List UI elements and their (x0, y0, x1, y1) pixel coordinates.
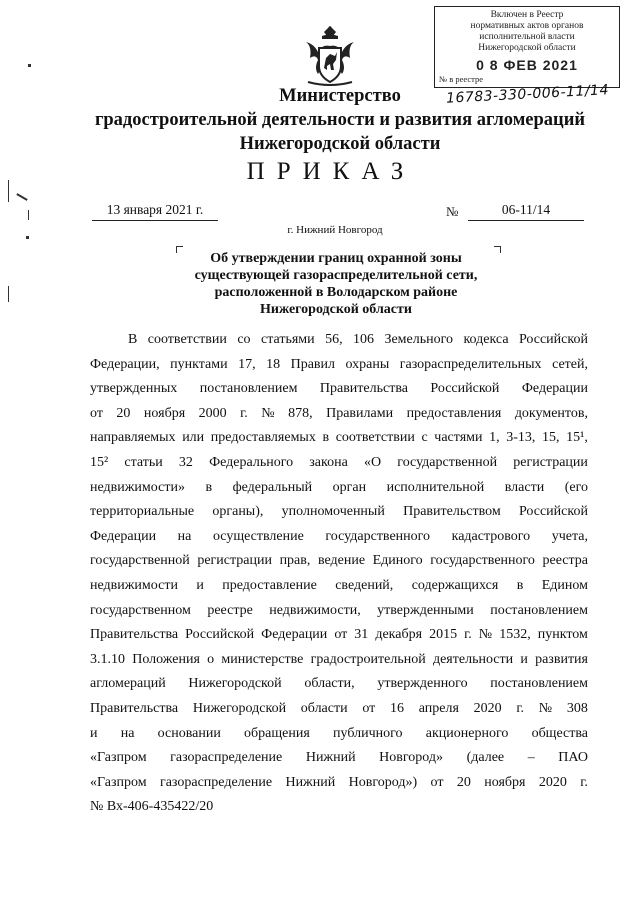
body-word: недвижимости, (269, 602, 361, 618)
body-word: 15¹, (566, 430, 588, 446)
body-word: реестре (207, 602, 253, 618)
body-word: 17, (238, 356, 256, 372)
body-word: кодекса (463, 332, 509, 347)
body-word: Правительства (319, 381, 408, 397)
scan-mark (16, 193, 27, 201)
body-word: органы), (212, 504, 264, 520)
ministry-name-line: градостроительной деятельности и развития агломераций (94, 110, 586, 130)
body-word: 3.1.10 (90, 651, 125, 667)
body-word: Российской (518, 332, 588, 347)
body-word: Федерации (261, 627, 328, 643)
body-word: г. (516, 700, 525, 716)
scan-mark (28, 64, 31, 67)
body-word: осуществление (212, 528, 304, 544)
body-word: ведение (317, 553, 366, 569)
body-word: содержащихся (411, 577, 499, 593)
body-word: министерстве (221, 651, 304, 667)
body-line (90, 599, 588, 624)
stamp-date: 0 8 ФЕВ 2021 (476, 57, 578, 73)
body-word: (далее (466, 750, 505, 766)
body-word: 2020 (473, 700, 502, 716)
body-word: 1532, (499, 627, 531, 643)
body-word: газораспределительных (399, 356, 542, 372)
body-word: территориальные (90, 504, 195, 520)
order-date: 13 января 2021 г. (92, 202, 218, 221)
handwritten-registry-number: 16783-330-006-11/14 (445, 82, 610, 107)
document-type-title: ПРИКАЗ (246, 158, 416, 185)
body-word: 31 (354, 627, 369, 643)
body-word: на (177, 528, 192, 544)
body-word: «Газпром (90, 750, 147, 766)
body-word: 20 (116, 405, 131, 421)
body-word: соответствии (147, 332, 227, 347)
body-word: 18 (266, 356, 281, 372)
body-word: 2015 (429, 627, 458, 643)
body-word: учета, (551, 528, 588, 544)
body-word: предоставления (406, 405, 502, 421)
body-word: документов, (514, 405, 588, 421)
body-line (90, 672, 588, 697)
body-word: Федерации (521, 381, 588, 397)
body-line (90, 574, 588, 599)
body-line (90, 451, 588, 476)
body-word: Российской (430, 381, 500, 397)
body-word: Правил (290, 356, 336, 372)
body-word: Новгород» (379, 750, 444, 766)
body-word: В (128, 332, 138, 347)
body-word: № Вх-406-435422/20 (90, 799, 214, 815)
subject-line: расположенной в Володарском районе (214, 285, 458, 300)
body-word: государственном (90, 602, 191, 618)
body-line (90, 402, 588, 427)
body-word: 2020 (538, 774, 567, 790)
place-of-issue: г. Нижний Новгород (287, 224, 383, 236)
scan-mark (26, 236, 29, 239)
body-word: 3-13, (506, 430, 536, 446)
body-word: прав, (279, 553, 311, 569)
body-word: на (120, 725, 135, 741)
body-word: сетей, (552, 356, 588, 372)
body-word: общества (531, 725, 588, 741)
body-word: Федерального (209, 454, 294, 470)
body-word: обращения (244, 725, 310, 741)
body-word: развития (535, 651, 588, 667)
order-subject (160, 250, 512, 318)
body-word: статьями (260, 332, 315, 347)
body-word: исполнительной (386, 479, 485, 495)
body-word: предоставление (222, 577, 317, 593)
body-line (90, 353, 588, 378)
body-word: ПАО (558, 750, 588, 766)
body-line (90, 377, 588, 402)
body-word: федеральный (232, 479, 313, 495)
registry-stamp (434, 6, 620, 88)
body-line (90, 549, 588, 574)
body-word: Положения (132, 651, 200, 667)
body-word: (его (564, 479, 588, 495)
body-word: предоставляемых (210, 430, 316, 446)
body-word: 20 (456, 774, 471, 790)
body-word: 878, (288, 405, 313, 421)
body-word: 2000 (198, 405, 227, 421)
body-word: акционерного (425, 725, 509, 741)
ministry-name (60, 84, 620, 156)
body-word: г. (580, 774, 588, 790)
body-word: власти (504, 479, 545, 495)
body-word: реестра (542, 553, 588, 569)
body-word: закона (309, 454, 348, 470)
body-word: Земельного (384, 332, 454, 347)
body-word: регистрации (197, 553, 272, 569)
body-word: 15² (90, 454, 109, 470)
body-word: 1, (489, 430, 500, 446)
scan-mark (8, 286, 9, 302)
body-word: утвержденными (377, 602, 474, 618)
stamp-line: Включен в Реестр (490, 10, 564, 20)
body-word: № (261, 405, 275, 421)
body-word: и (196, 577, 204, 593)
order-body-text (90, 328, 588, 820)
body-word: и (90, 725, 98, 741)
body-word: соответствии (335, 430, 415, 446)
body-word: Едином (541, 577, 588, 593)
body-word: градостроительной (310, 651, 426, 667)
body-word: регистрации (513, 454, 588, 470)
body-word: Единого (372, 553, 423, 569)
body-word: в (516, 577, 524, 593)
body-word: кадастрового (451, 528, 531, 544)
body-word: недвижимости (90, 577, 178, 593)
body-word: и (520, 651, 528, 667)
body-line (90, 722, 588, 747)
body-word: Российской (518, 504, 588, 520)
body-word: государственной (397, 454, 498, 470)
body-line (90, 648, 588, 673)
body-word: уполномоченный (281, 504, 385, 520)
body-word: области, (304, 676, 355, 692)
body-word: ноября (143, 405, 186, 421)
stamp-line: Нижегородской области (478, 43, 576, 53)
ministry-name-line: Нижегородской области (239, 134, 441, 154)
subject-line: Об утверждении границ охранной зоны (210, 251, 462, 266)
body-line (90, 623, 588, 648)
body-line (90, 476, 588, 501)
body-word: Правительства (90, 627, 179, 643)
body-word: г. (464, 627, 472, 643)
scan-mark (28, 210, 29, 220)
body-word: публичного (333, 725, 403, 741)
body-line (90, 500, 588, 525)
body-word: Федерации, (90, 356, 160, 372)
body-word: 308 (566, 700, 588, 716)
body-word: в (205, 479, 213, 495)
body-line (90, 746, 588, 771)
body-word: апреля (418, 700, 459, 716)
body-word: от (334, 627, 348, 643)
subject-line: существующей газораспределительной сети, (194, 268, 478, 283)
body-word: от (362, 700, 376, 716)
body-word: Правилами (326, 405, 394, 421)
body-word: в (322, 430, 330, 446)
stamp-line: исполнительной власти (479, 32, 575, 42)
body-word: Федерации (90, 528, 157, 544)
body-word: 15, (542, 430, 560, 446)
body-line (90, 328, 588, 353)
body-word: недвижимости» (90, 479, 185, 495)
body-word: от (430, 774, 444, 790)
body-word: 56, (325, 332, 343, 347)
body-line (90, 426, 588, 451)
body-word: деятельности (432, 651, 514, 667)
body-word: «О (364, 454, 382, 470)
body-word: постановлением (199, 381, 298, 397)
body-word: Правительства (90, 700, 179, 716)
body-word: сведений, (335, 577, 394, 593)
body-word: Нижегородской (188, 676, 282, 692)
body-word: Нижегородской (192, 700, 287, 716)
body-word: Нижний (305, 750, 356, 766)
body-word: № (538, 700, 553, 716)
body-word: направляемых (90, 430, 176, 446)
body-word: 16 (390, 700, 405, 716)
stamp-line: нормативных актов органов (470, 21, 584, 31)
body-word: Нижний (285, 774, 336, 790)
body-word: государственного (325, 528, 431, 544)
ministry-name-line: Министерство (279, 86, 401, 106)
body-word: – (527, 750, 535, 766)
body-word: № (478, 627, 493, 643)
body-word: государственной (90, 553, 190, 569)
body-word: постановлением (490, 602, 588, 618)
body-word: ноября (484, 774, 526, 790)
body-word: орган (332, 479, 367, 495)
body-word: газораспределение (159, 774, 273, 790)
order-number: 06-11/14 (468, 202, 584, 221)
body-word: или (182, 430, 205, 446)
body-word: «Газпром (90, 774, 147, 790)
body-word: газораспределение (170, 750, 283, 766)
body-word: о (207, 651, 215, 667)
body-line (90, 771, 588, 796)
body-word: пунктом (537, 627, 588, 643)
body-word: области (300, 700, 348, 716)
body-word: пунктами (170, 356, 228, 372)
body-line (90, 697, 588, 722)
body-word: г. (240, 405, 248, 421)
body-word: постановлением (490, 676, 588, 692)
body-line (90, 525, 588, 550)
coat-of-arms-icon (302, 24, 358, 88)
body-word: охраны (345, 356, 390, 372)
body-word: с (421, 430, 428, 446)
body-word: статьи (124, 454, 163, 470)
body-word: 32 (178, 454, 193, 470)
body-word: государственного (430, 553, 535, 569)
body-word: со (237, 332, 251, 347)
body-word: агломераций (90, 676, 166, 692)
body-word: 106 (353, 332, 375, 347)
scan-mark (8, 180, 9, 202)
body-word: утвержденного (377, 676, 468, 692)
order-number-label: № (446, 204, 459, 219)
body-word: частями (434, 430, 483, 446)
body-word: декабря (375, 627, 423, 643)
body-word: Правительством (403, 504, 501, 520)
body-line (90, 795, 588, 820)
body-word: утвержденных (90, 381, 178, 397)
body-word: основании (157, 725, 221, 741)
subject-line: Нижегородской области (260, 302, 412, 317)
body-word: Новгород») (348, 774, 418, 790)
body-word: от (90, 405, 103, 421)
stamp-registry-label: № в реестре (439, 74, 483, 84)
body-word: Российской (185, 627, 255, 643)
